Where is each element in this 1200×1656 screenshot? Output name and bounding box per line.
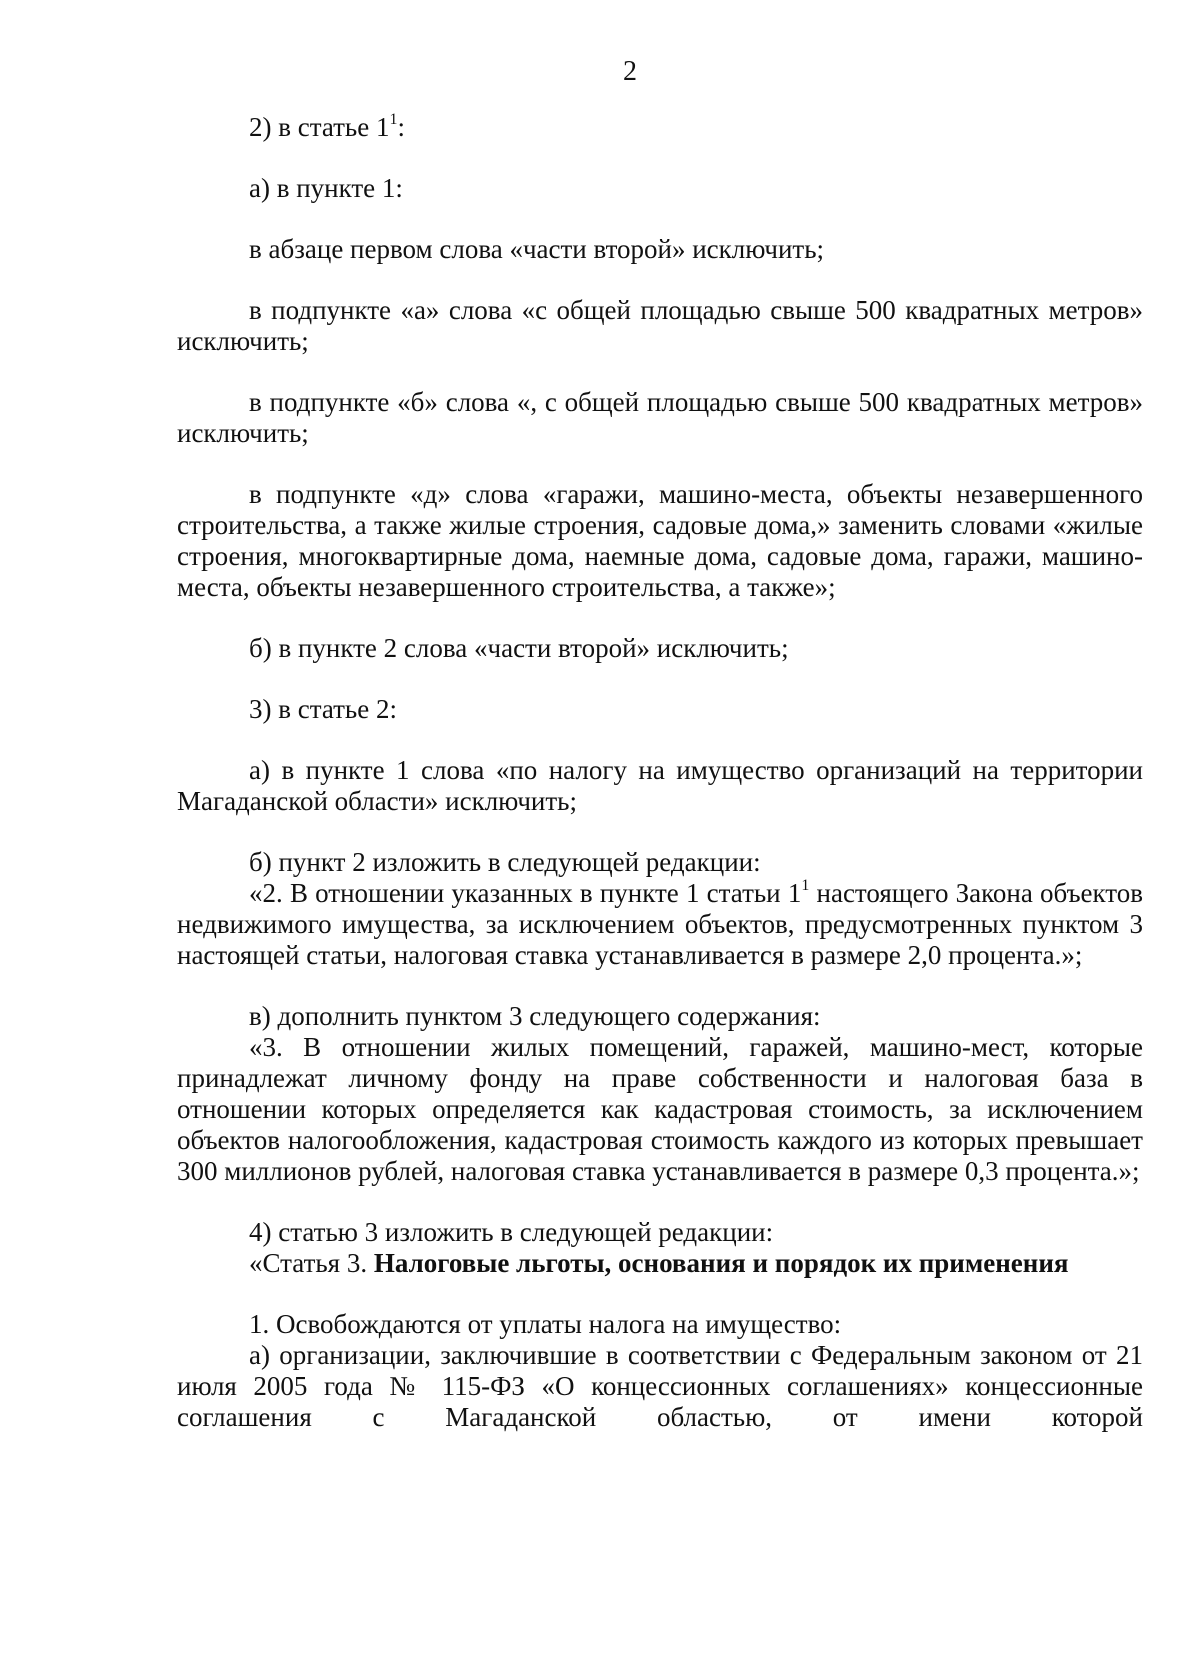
article-heading: «Статья 3. Налоговые льготы, основания и порядок их применения: [249, 1248, 1069, 1278]
paragraph: в подпункте «д» слова «гаражи, машино-места, объекты незавершенного строительства, а также жилые строения, садовые дома,» заменить словами «жилые строения, многоквартирные дома, наемные дома, садовые дома, гаражи, машино-места, объекты незавершенного строительства, а также»;: [177, 479, 1143, 602]
paragraph: в абзаце первом слова «части второй» исключить;: [249, 234, 825, 264]
paragraph: 1. Освобождаются от уплаты налога на имущество:: [249, 1309, 842, 1339]
paragraph: 3) в статье 2:: [249, 694, 397, 724]
paragraph: а) в пункте 1 слова «по налогу на имущество организаций на территории Магаданской области» исключить;: [177, 755, 1143, 816]
paragraph: в подпункте «а» слова «с общей площадью свыше 500 квадратных метров» исключить;: [177, 295, 1143, 356]
paragraph: б) пункт 2 изложить в следующей редакции:: [249, 847, 761, 877]
paragraph: 4) статью 3 изложить в следующей редакции:: [249, 1217, 774, 1247]
paragraph: а) организации, заключившие в соответствии с Федеральным законом от 21 июля 2005 года № 115-ФЗ «О концессионных соглашениях» концессионные соглашения с Магаданской областью, от имени которой: [177, 1340, 1143, 1432]
paragraph: в) дополнить пунктом 3 следующего содержания:: [249, 1001, 821, 1031]
paragraph: «3. В отношении жилых помещений, гаражей, машино-мест, которые принадлежат личному фонду на праве собственности и налоговая база в отношении которых определяется как кадастровая стоимость, за исключением объектов налогообложения, кадастровая стоимость каждого из которых превышает 300 миллионов рублей, налоговая ставка устанавливается в размере 0,3 процента.»;: [177, 1032, 1143, 1186]
paragraph: а) в пункте 1:: [249, 173, 403, 203]
paragraph: в подпункте «б» слова «, с общей площадью свыше 500 квадратных метров» исключить;: [177, 387, 1143, 448]
page-number: 2: [623, 56, 637, 87]
paragraph: 2) в статье $1^1$:: [249, 111, 405, 142]
paragraph: «2. В отношении указанных в пункте 1 статьи $1^1$ настоящего Закона объектов недвижимого имущества, за исключением объектов, предусмотренных пунктом 3 настоящей статьи, налоговая ставка устанавливается в размере 2,0 процента.»;: [177, 877, 1143, 970]
paragraph: б) в пункте 2 слова «части второй» исключить;: [249, 633, 789, 663]
document-body: [177, 112, 1143, 1433]
